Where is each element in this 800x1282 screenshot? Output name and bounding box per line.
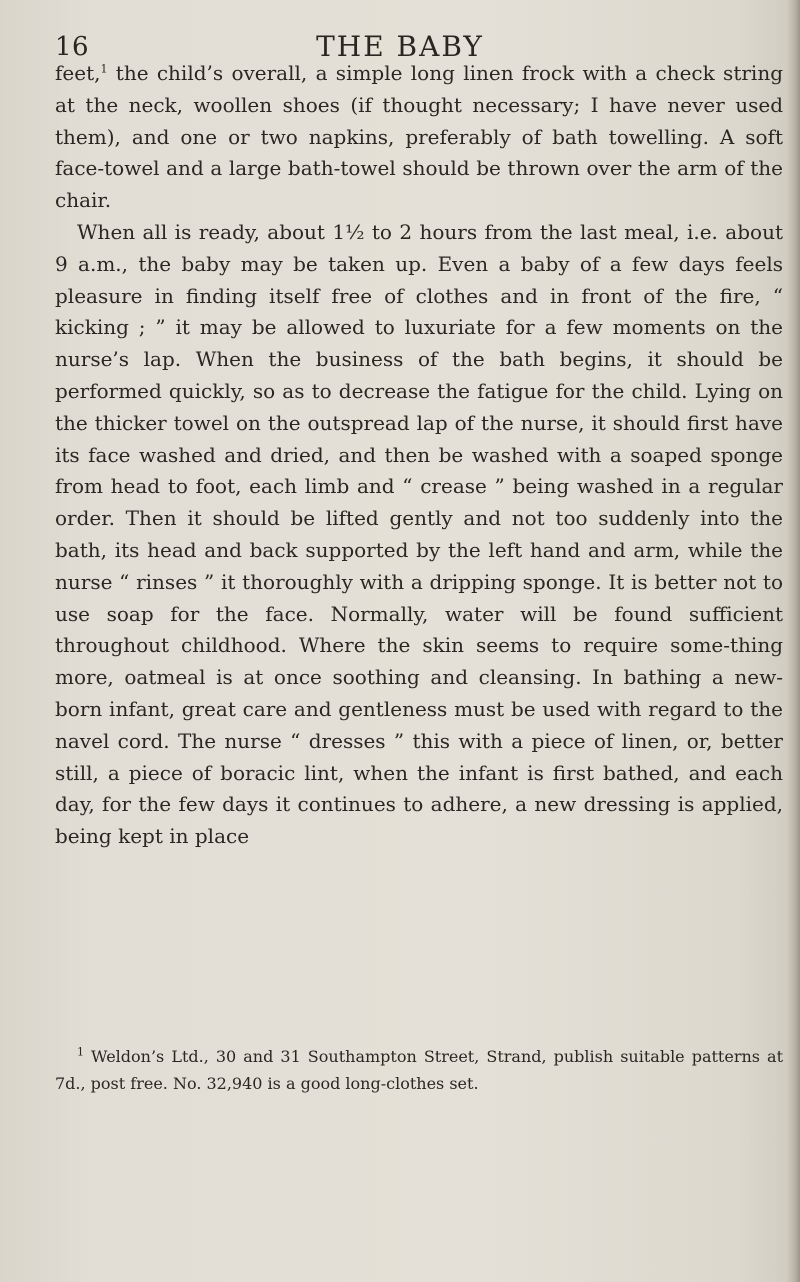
footnote-text	[55, 1044, 783, 1097]
body-text	[55, 58, 783, 853]
footnote-reference: 1	[100, 62, 108, 76]
footnote-body: Weldon’s Ltd., 30 and 31 Southampton Street, Strand, publish suitable patterns at 7d., post free. No. 32,940 is a good long-clothes set.	[55, 1047, 783, 1093]
paragraph-text: the child’s overall, a simple long linen frock with a check string at the neck, woollen shoes (if thought necessary; I have never used them), and one or two napkins, preferably of bath towelling. A soft face-towel and a large bath-towel should be thrown over the arm of the chair.	[55, 61, 783, 213]
page-number: 16	[55, 32, 90, 62]
paragraph	[55, 58, 783, 217]
running-head: THE BABY	[316, 30, 484, 63]
footnote-marker: 1	[77, 1045, 84, 1059]
page-edge-shadow	[786, 0, 800, 1282]
footnote	[55, 1044, 783, 1097]
paragraph-lead: feet,	[55, 61, 101, 85]
paragraph: When all is ready, about 1½ to 2 hours from the last meal, i.e. about 9 a.m., the baby may be taken up. Even a baby of a few days feels pleasure in finding itself free of clothes and in front of the fire, “ kicking ; ” it may be allowed to luxuriate for a few moments on the nurse’s lap. When the business of the bath begins, it should be performed quickly, so as to decrease the fatigue for the child. Lying on the thicker towel on the outspread lap of the nurse, it should first have its face washed and dried, and then be washed with a soaped sponge from head to foot, each limb and “ crease ” being washed in a regular order. Then it should be lifted gently and not too suddenly into the bath, its head and back supported by the left hand and arm, while the nurse “ rinses ” it thoroughly with a dripping sponge. It is better not to use soap for the face. Normally, water will be found sufficient throughout childhood. Where the skin seems to require some-thing more, oatmeal is at once soothing and cleansing. In bathing a new-born infant, great care and gentleness must be used with regard to the navel cord. The nurse “ dresses ” this with a piece of linen, or, better still, a piece of boracic lint, when the infant is first bathed, and each day, for the few days it continues to adhere, a new dressing is applied, being kept in place	[55, 219, 783, 849]
